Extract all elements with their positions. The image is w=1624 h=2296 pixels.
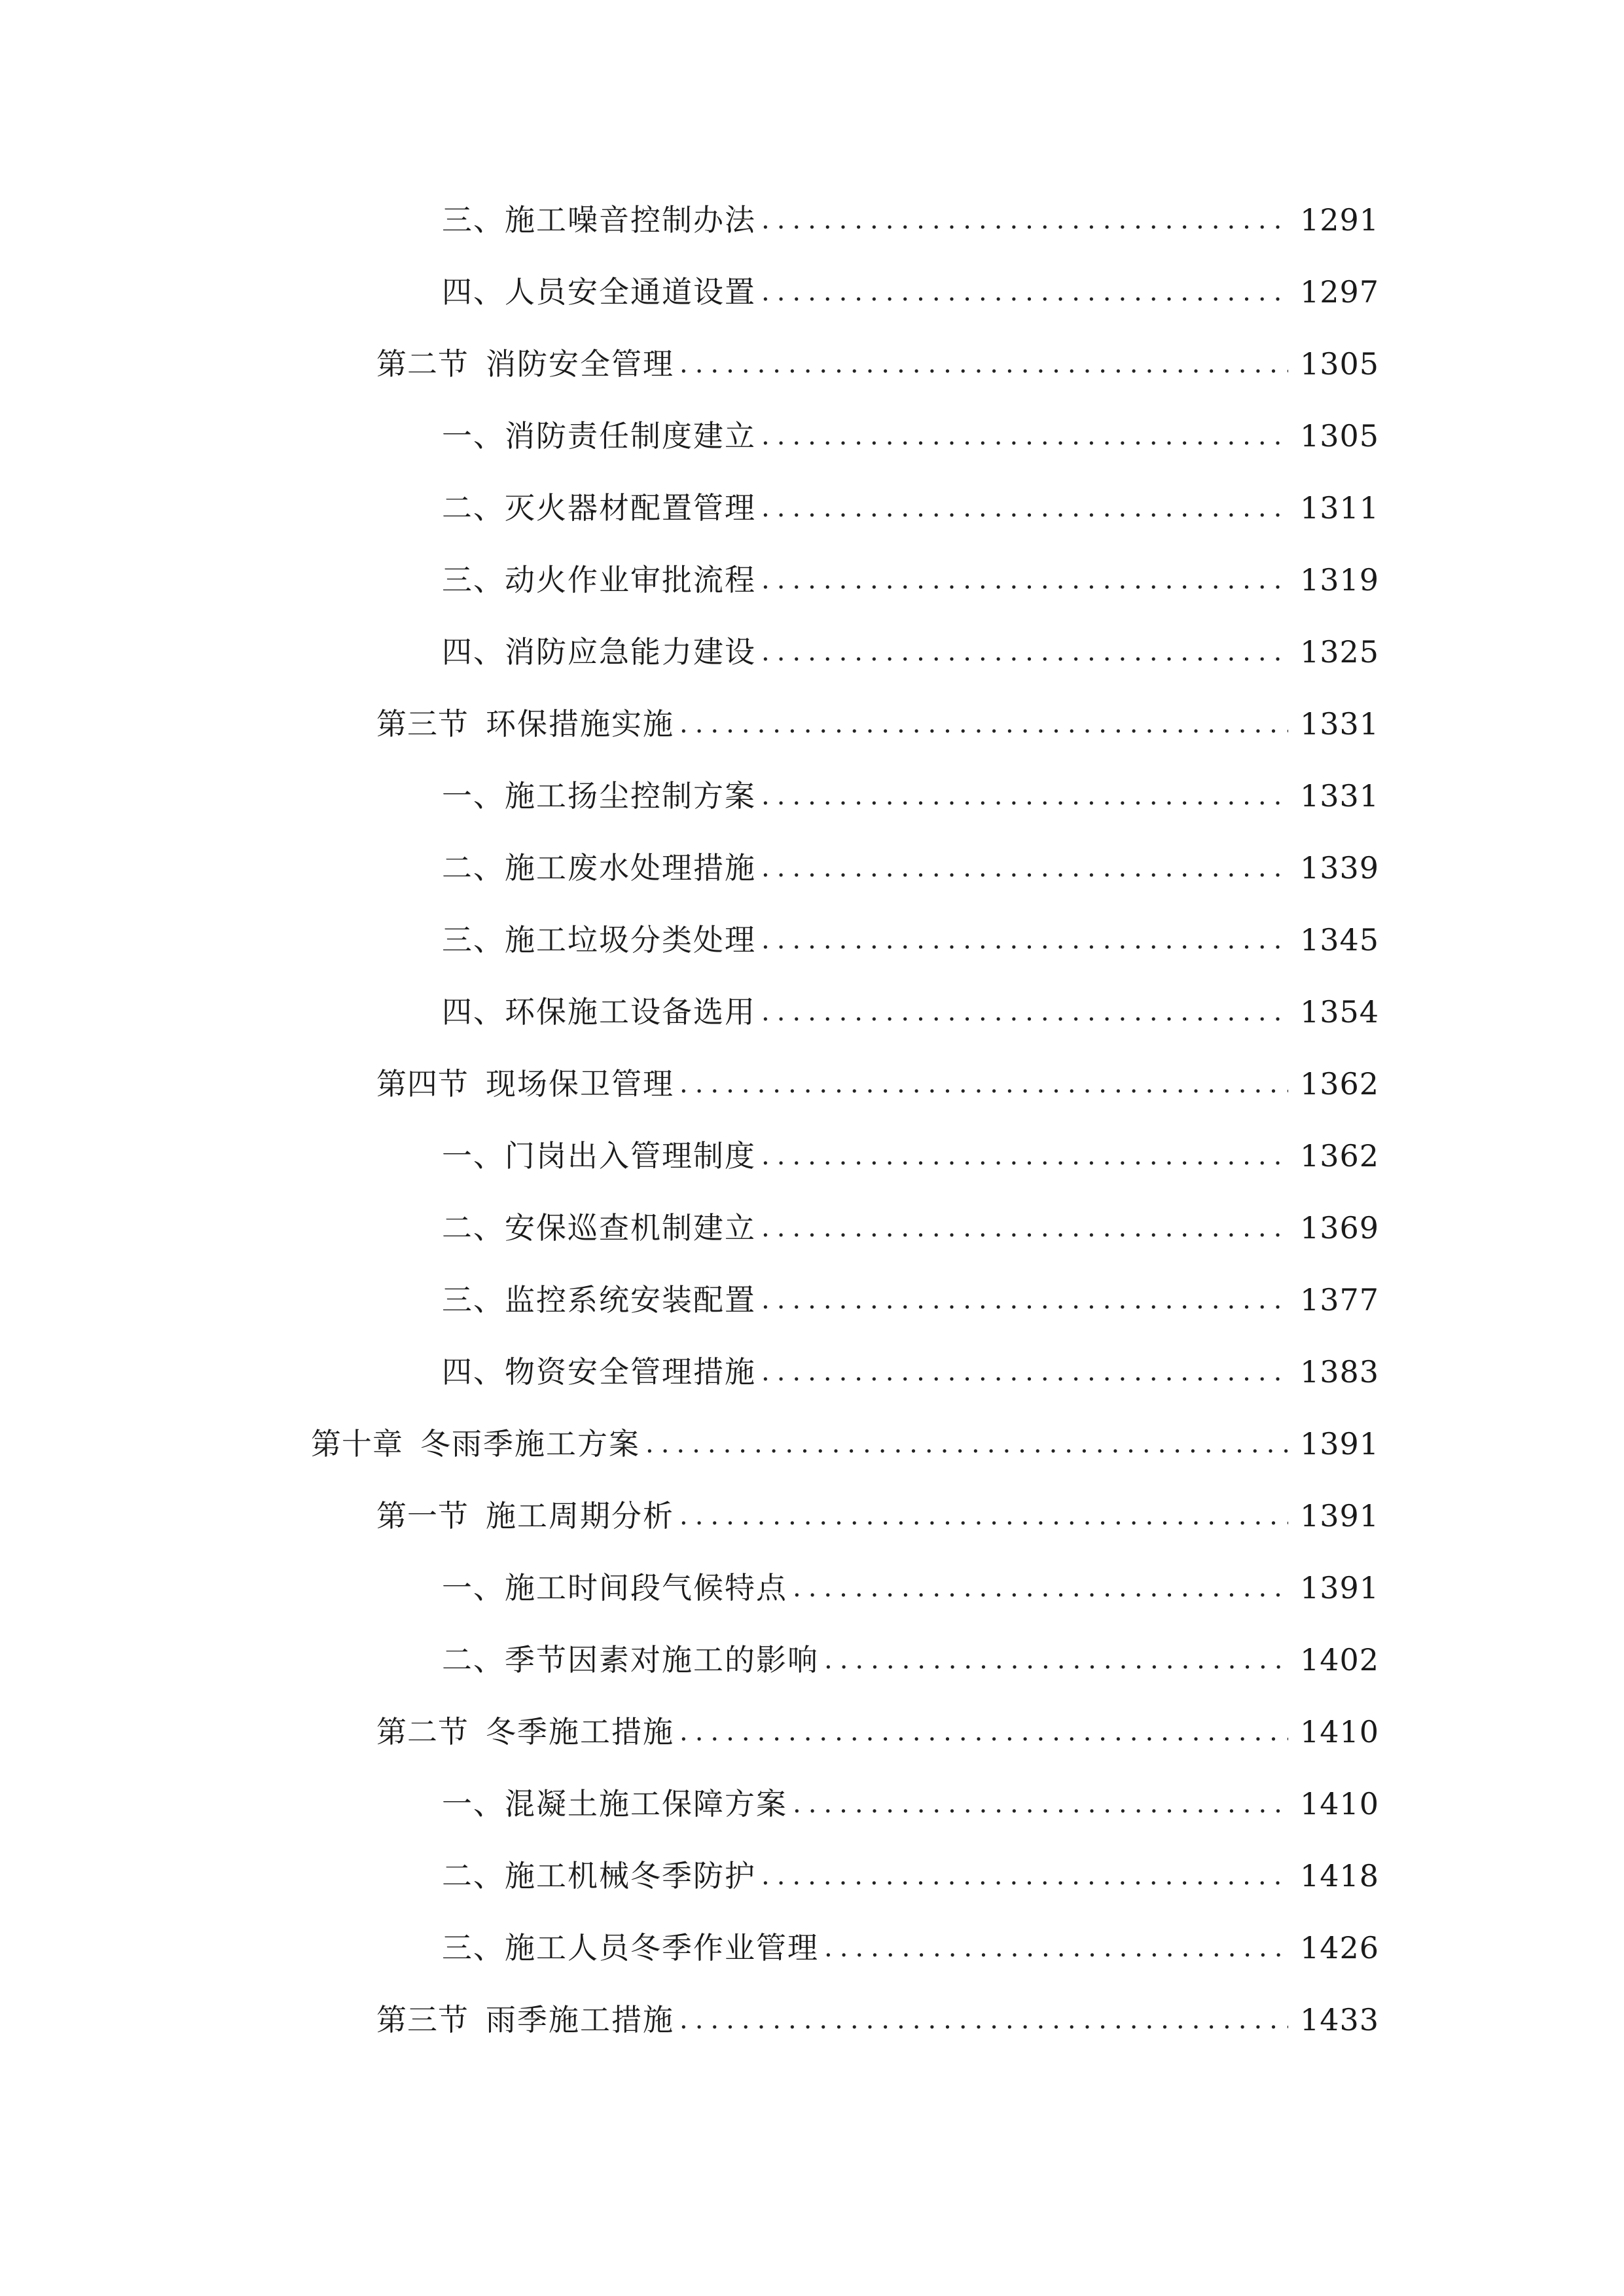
toc-entry[interactable] <box>442 986 1380 1038</box>
toc-entry-title: 冬雨季施工方案 <box>420 1426 640 1462</box>
toc-entry-title: 施工机械冬季防护 <box>505 1858 756 1893</box>
toc-entry-number: 第二节 <box>376 346 469 382</box>
toc-entry-page: 1339 <box>1300 850 1380 886</box>
toc-entry[interactable] <box>442 1274 1380 1326</box>
toc-entry-page: 1391 <box>1300 1570 1380 1605</box>
toc-entry-page: 1319 <box>1300 562 1380 598</box>
toc-entry-page: 1402 <box>1300 1642 1380 1677</box>
toc-entry-number: 四、 <box>442 1354 505 1390</box>
toc-entry-title: 施工周期分析 <box>486 1498 674 1534</box>
toc-entry-page: 1362 <box>1300 1138 1380 1174</box>
toc-entry-page: 1305 <box>1300 346 1380 382</box>
dot-leader <box>761 266 1288 318</box>
toc-entry-title: 混凝土施工保障方案 <box>505 1786 787 1821</box>
dot-leader <box>761 1346 1288 1398</box>
toc-entry-page: 1291 <box>1300 202 1380 238</box>
dot-leader <box>679 1490 1288 1542</box>
toc-entry-title: 安保巡查机制建立 <box>505 1210 756 1246</box>
toc-entry-page: 1391 <box>1300 1426 1380 1462</box>
dot-leader <box>824 1634 1288 1686</box>
dot-leader <box>679 338 1288 390</box>
toc-entry-number: 三、 <box>442 1282 505 1318</box>
toc-entry-number: 二、 <box>442 850 505 886</box>
dot-leader <box>761 770 1288 822</box>
toc-entry-page: 1418 <box>1300 1858 1380 1893</box>
toc-entry-title: 雨季施工措施 <box>486 2002 674 2037</box>
toc-entry-title: 冬季施工措施 <box>486 1714 674 1749</box>
toc-entry-title: 施工废水处理措施 <box>505 850 756 886</box>
toc-entry-title: 人员安全通道设置 <box>505 274 756 310</box>
toc-entry-number: 第四节 <box>376 1066 469 1102</box>
dot-leader <box>793 1778 1288 1830</box>
dot-leader <box>679 698 1288 750</box>
toc-entry-title: 消防安全管理 <box>486 346 674 382</box>
toc-entry-number: 四、 <box>442 274 505 310</box>
dot-leader <box>761 1850 1288 1902</box>
toc-entry-page: 1383 <box>1300 1354 1380 1390</box>
toc-entry[interactable] <box>376 1994 1380 2046</box>
toc-entry[interactable] <box>376 338 1380 390</box>
toc-entry-page: 1331 <box>1300 706 1380 742</box>
toc-entry[interactable] <box>442 914 1380 966</box>
toc-entry[interactable] <box>311 1418 1380 1470</box>
toc-entry-number: 三、 <box>442 922 505 958</box>
toc-entry-title: 消防责任制度建立 <box>505 418 756 454</box>
toc-entry-number: 第十章 <box>311 1426 403 1462</box>
toc-entry-title: 季节因素对施工的影响 <box>505 1642 819 1677</box>
toc-entry[interactable] <box>376 1490 1380 1542</box>
toc-entry-number: 第三节 <box>376 706 469 742</box>
toc-entry-number: 一、 <box>442 1786 505 1821</box>
dot-leader <box>761 986 1288 1038</box>
toc-entry-title: 现场保卫管理 <box>486 1066 674 1102</box>
toc-entry-page: 1391 <box>1300 1498 1380 1534</box>
dot-leader <box>761 410 1288 462</box>
dot-leader <box>761 194 1288 246</box>
toc-entry-number: 第二节 <box>376 1714 469 1749</box>
toc-entry-title: 消防应急能力建设 <box>505 634 756 670</box>
toc-entry[interactable] <box>442 266 1380 318</box>
toc-entry-page: 1410 <box>1300 1714 1380 1749</box>
toc-entry-number: 一、 <box>442 778 505 814</box>
toc-entry[interactable] <box>442 1778 1380 1830</box>
dot-leader <box>679 1706 1288 1758</box>
toc-entry-title: 灭火器材配置管理 <box>505 490 756 526</box>
toc-entry-title: 监控系统安装配置 <box>505 1282 756 1318</box>
toc-entry[interactable] <box>442 626 1380 678</box>
toc-entry-title: 环保施工设备选用 <box>505 994 756 1030</box>
toc-entry[interactable] <box>442 1346 1380 1398</box>
dot-leader <box>679 1058 1288 1110</box>
dot-leader <box>824 1922 1288 1974</box>
toc-entry-number: 二、 <box>442 1642 505 1677</box>
toc-entry-page: 1331 <box>1300 778 1380 814</box>
dot-leader <box>679 1994 1288 2046</box>
toc-entry[interactable] <box>442 1562 1380 1614</box>
toc-entry[interactable] <box>376 1706 1380 1758</box>
toc-entry-page: 1369 <box>1300 1210 1380 1246</box>
toc-entry-page: 1426 <box>1300 1930 1380 1965</box>
toc-entry-number: 二、 <box>442 490 505 526</box>
toc-entry-number: 第三节 <box>376 2002 469 2037</box>
toc-entry-title: 门岗出入管理制度 <box>505 1138 756 1174</box>
toc-entry-page: 1433 <box>1300 2002 1380 2037</box>
toc-entry-number: 一、 <box>442 418 505 454</box>
toc-entry-title: 施工人员冬季作业管理 <box>505 1930 819 1965</box>
dot-leader <box>761 1202 1288 1254</box>
toc-entry[interactable] <box>442 194 1380 246</box>
toc-entry-title: 动火作业审批流程 <box>505 562 756 598</box>
toc-entry-number: 三、 <box>442 562 505 598</box>
toc-entry-number: 三、 <box>442 202 505 238</box>
toc-entry-page: 1325 <box>1300 634 1380 670</box>
toc-entry[interactable] <box>376 1058 1380 1110</box>
toc-entry[interactable] <box>442 1922 1380 1974</box>
toc-entry-title: 施工扬尘控制方案 <box>505 778 756 814</box>
dot-leader <box>761 554 1288 606</box>
toc-entry[interactable] <box>442 842 1380 894</box>
dot-leader <box>761 1274 1288 1326</box>
toc-entry-number: 第一节 <box>376 1498 469 1534</box>
toc-entry-page: 1362 <box>1300 1066 1380 1102</box>
toc-entry-number: 四、 <box>442 634 505 670</box>
toc-entry[interactable] <box>442 770 1380 822</box>
toc-entry-number: 一、 <box>442 1570 505 1605</box>
toc-entry-number: 二、 <box>442 1858 505 1893</box>
toc-entry[interactable] <box>442 410 1380 462</box>
dot-leader <box>645 1418 1288 1470</box>
toc-entry-page: 1410 <box>1300 1786 1380 1821</box>
toc-entry[interactable] <box>442 1850 1380 1902</box>
toc-entry-page: 1297 <box>1300 274 1380 310</box>
toc-entry[interactable] <box>376 698 1380 750</box>
toc-entry-page: 1354 <box>1300 994 1380 1030</box>
toc-entry-page: 1345 <box>1300 922 1380 958</box>
dot-leader <box>761 626 1288 678</box>
toc-entry-title: 施工时间段气候特点 <box>505 1570 787 1605</box>
toc-entry-page: 1305 <box>1300 418 1380 454</box>
toc-entry-title: 环保措施实施 <box>486 706 674 742</box>
toc-entry-title: 物资安全管理措施 <box>505 1354 756 1390</box>
toc-entry-number: 一、 <box>442 1138 505 1174</box>
dot-leader <box>761 842 1288 894</box>
toc-entry[interactable] <box>442 554 1380 606</box>
toc-entry[interactable] <box>442 1202 1380 1254</box>
toc-entry-title: 施工噪音控制办法 <box>505 202 756 238</box>
dot-leader <box>761 1130 1288 1182</box>
dot-leader <box>761 482 1288 534</box>
toc-entry-page: 1377 <box>1300 1282 1380 1318</box>
toc-entry-page: 1311 <box>1300 490 1380 526</box>
toc-entry[interactable] <box>442 482 1380 534</box>
toc-entry[interactable] <box>442 1634 1380 1686</box>
toc-entry-title: 施工垃圾分类处理 <box>505 922 756 958</box>
toc-entry-number: 二、 <box>442 1210 505 1246</box>
toc-entry-number: 四、 <box>442 994 505 1030</box>
toc-entry[interactable] <box>442 1130 1380 1182</box>
toc-entry-number: 三、 <box>442 1930 505 1965</box>
dot-leader <box>793 1562 1288 1614</box>
dot-leader <box>761 914 1288 966</box>
